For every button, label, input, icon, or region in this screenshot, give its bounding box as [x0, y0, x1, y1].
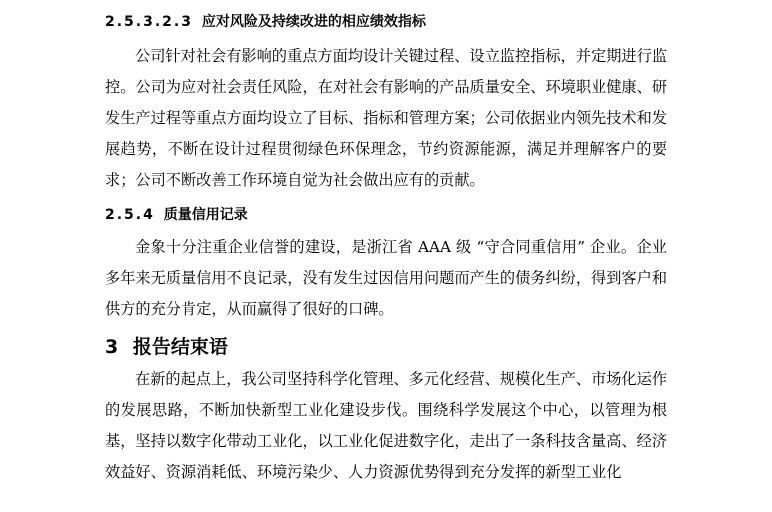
- section-heading-3: [105, 332, 228, 359]
- section-heading-2-5-4: [105, 204, 248, 224]
- section-heading-2-5-3-2-3: [105, 11, 426, 31]
- section-number: 2.5.4: [105, 207, 155, 223]
- section-title: 质量信用记录: [163, 207, 248, 223]
- paragraph-risk-indicators: 公司针对社会有影响的重点方面均设计关键过程、设立监控指标，并定期进行监控。公司为应对社会责任风险，在对社会有影响的产品质量安全、环境职业健康、研发生产过程等重点方面均设立了目标、指标和管理方案；公司依据业内领先技术和发展趋势，不断在设计过程贯彻绿色环保理念，节约资源能源，满足并理解客户的要求；公司不断改善工作环境自觉为社会做出应有的贡献。: [105, 47, 667, 189]
- paragraph-closing-remarks: 在新的起点上，我公司坚持科学化管理、多元化经营、规模化生产、市场化运作的发展思路，不断加快新型工业化建设步伐。围绕科学发展这个中心，以管理为根基，坚持以数字化带动工业化，以工业化促进数字化，走出了一条科技含量高、经济效益好、资源消耗低、环境污染少、人力资源优势得到充分发挥的新型工业化: [105, 370, 667, 481]
- section-title: 应对风险及持续改进的相应绩效指标: [201, 14, 426, 30]
- section-number: 2.5.3.2.3: [105, 14, 193, 30]
- section-title: 报告结束语: [132, 336, 228, 358]
- paragraph-quality-credit: 金象十分注重企业信誉的建设，是浙江省 AAA 级 “守合同重信用” 企业。企业多年来无质量信用不良记录，没有发生过因信用问题而产生的债务纠纷，得到客户和供方的充分肯定，从而赢得了很好的口碑。: [105, 238, 667, 318]
- section-number: 3: [105, 336, 119, 358]
